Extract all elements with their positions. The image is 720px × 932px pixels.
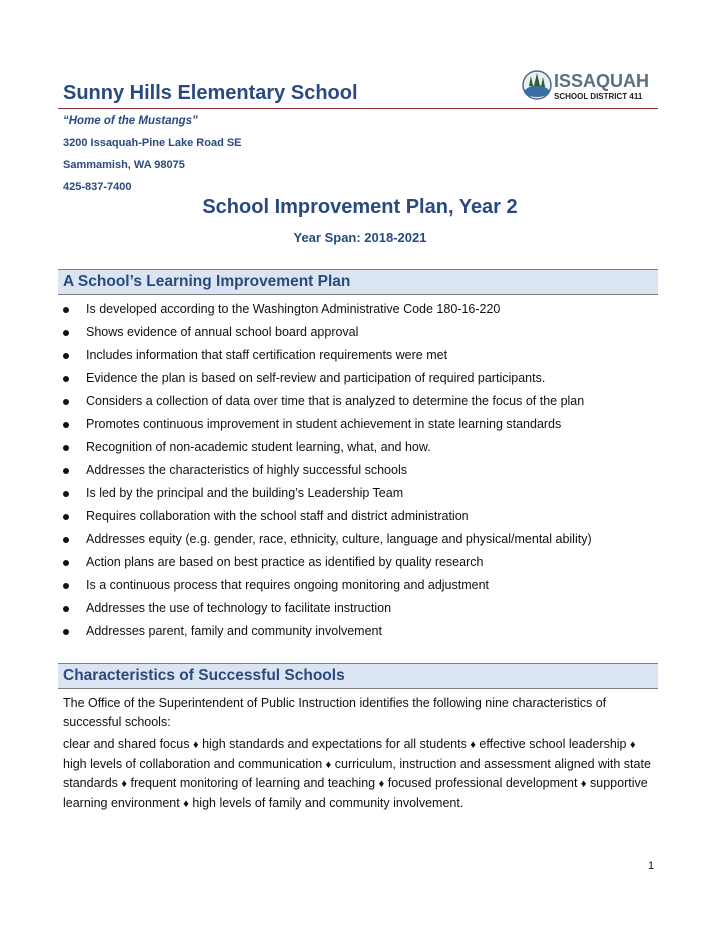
section-successful-schools-header bbox=[58, 663, 658, 689]
diamond-icon: ♦ bbox=[183, 797, 189, 810]
characteristic: high levels of family and community involvement. bbox=[192, 795, 464, 810]
characteristic: focused professional development bbox=[387, 776, 578, 790]
bullet-icon bbox=[63, 583, 69, 589]
list-item: Addresses the characteristics of highly successful schools bbox=[58, 459, 658, 482]
list-item: Is led by the principal and the building’s Leadership Team bbox=[58, 482, 658, 505]
characteristic: supportive learning environment bbox=[63, 776, 648, 810]
address-city: Sammamish, WA 98075 bbox=[63, 159, 185, 171]
characteristic: effective school leadership bbox=[479, 737, 627, 751]
characteristic: curriculum, instruction and assessment aligned with state standards bbox=[63, 756, 651, 790]
characteristic: clear and shared focus bbox=[63, 737, 190, 751]
logo-title: ISSAQUAH bbox=[554, 71, 650, 91]
diamond-icon: ♦ bbox=[470, 739, 476, 751]
section-learning-plan-title: A School’s Learning Improvement Plan bbox=[63, 273, 351, 290]
year-span: Year Span: 2018-2021 bbox=[293, 230, 427, 245]
characteristic: high standards and expectations for all students bbox=[202, 737, 467, 751]
diamond-icon: ♦ bbox=[325, 758, 332, 771]
diamond-icon: ♦ bbox=[378, 778, 385, 790]
phone-number: 425-837-7400 bbox=[63, 181, 132, 193]
logo-subtitle: SCHOOL DISTRICT 411 bbox=[554, 92, 643, 101]
bullet-icon bbox=[63, 445, 69, 451]
plan-title: School Improvement Plan, Year 2 bbox=[202, 196, 518, 218]
school-motto: “Home of the Mustangs” bbox=[63, 115, 198, 127]
list-item: Action plans are based on best practice as identified by quality research bbox=[58, 551, 658, 574]
list-item: Requires collaboration with the school staff and district administration bbox=[58, 505, 658, 528]
diamond-icon: ♦ bbox=[121, 778, 128, 790]
diamond-icon: ♦ bbox=[192, 739, 199, 751]
header-rule bbox=[58, 108, 658, 109]
page-number: 1 bbox=[648, 860, 655, 872]
diamond-icon: ♦ bbox=[580, 778, 587, 790]
list-item: Addresses the use of technology to facilitate instruction bbox=[58, 597, 658, 620]
characteristic: frequent monitoring of learning and teaching bbox=[130, 776, 376, 790]
bullet-icon bbox=[63, 514, 69, 520]
list-item: Is developed according to the Washington Administrative Code 180-16-220 bbox=[58, 298, 658, 321]
bullet-icon bbox=[63, 376, 69, 382]
section-learning-plan-header bbox=[58, 269, 658, 295]
bullet-icon bbox=[63, 537, 69, 543]
characteristic: high levels of collaboration and communication bbox=[63, 756, 323, 771]
section-successful-schools-title: Characteristics of Successful Schools bbox=[63, 667, 345, 684]
bullet-icon bbox=[63, 330, 69, 336]
bullet-icon bbox=[63, 606, 69, 612]
district-logo bbox=[520, 66, 660, 104]
bullet-icon bbox=[63, 422, 69, 428]
list-item: Recognition of non-academic student learning, what, and how. bbox=[58, 436, 658, 459]
bullet-icon bbox=[63, 491, 69, 497]
characteristics-paragraph bbox=[63, 735, 653, 813]
diamond-icon: ♦ bbox=[630, 739, 636, 751]
bullet-icon bbox=[63, 399, 69, 405]
bullet-icon bbox=[63, 353, 69, 359]
bullet-icon bbox=[63, 560, 69, 566]
list-item: Promotes continuous improvement in student achievement in state learning standards bbox=[58, 413, 658, 436]
list-item: Considers a collection of data over time that is analyzed to determine the focus of the plan bbox=[58, 390, 658, 413]
list-item: Evidence the plan is based on self-review and participation of required participants. bbox=[58, 367, 658, 390]
list-item: Is a continuous process that requires ongoing monitoring and adjustment bbox=[58, 574, 658, 597]
learning-plan-list bbox=[58, 298, 658, 643]
list-item: Addresses parent, family and community involvement bbox=[58, 620, 658, 643]
successful-schools-intro: The Office of the Superintendent of Public Instruction identifies the following nine characteristics of successful schools: bbox=[63, 696, 607, 729]
list-item: Shows evidence of annual school board approval bbox=[58, 321, 658, 344]
bullet-icon bbox=[63, 468, 69, 474]
list-item: Addresses equity (e.g. gender, race, ethnicity, culture, language and physical/mental ability) bbox=[58, 528, 658, 551]
address-street: 3200 Issaquah-Pine Lake Road SE bbox=[63, 137, 242, 149]
list-item: Includes information that staff certification requirements were met bbox=[58, 344, 658, 367]
school-name: Sunny Hills Elementary School bbox=[63, 82, 358, 104]
bullet-icon bbox=[63, 629, 69, 635]
bullet-icon bbox=[63, 307, 69, 313]
